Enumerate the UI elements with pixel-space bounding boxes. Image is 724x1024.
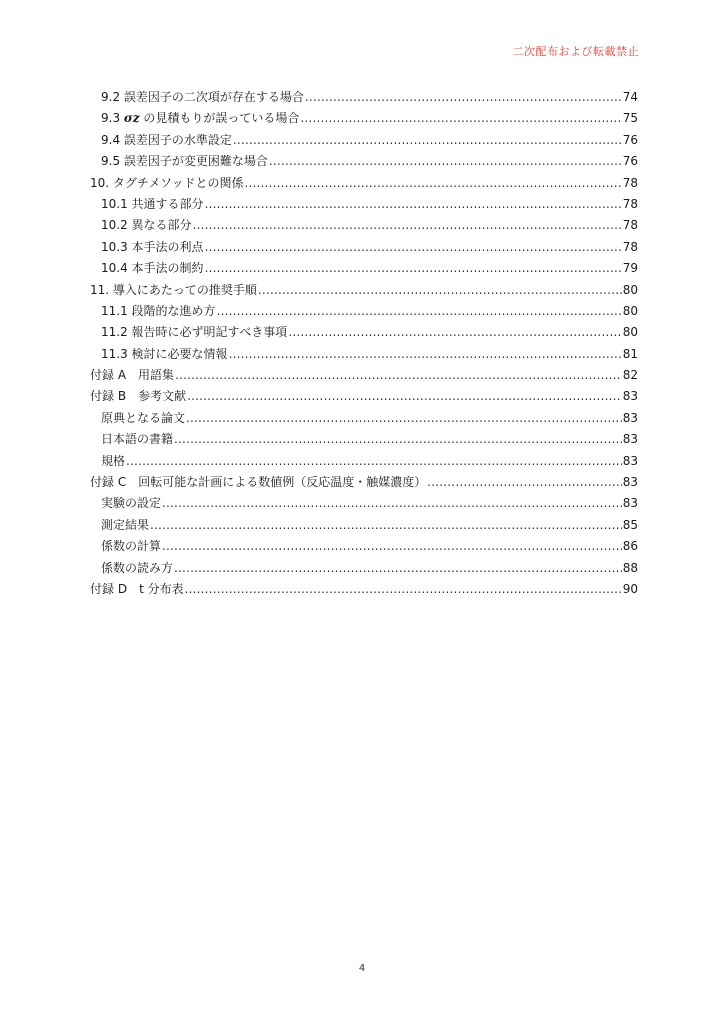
toc-dot-leader — [300, 108, 621, 129]
toc-dot-leader — [162, 493, 622, 514]
toc-entry-page: 83 — [622, 389, 638, 404]
toc-entry-text: 係数の計算 — [101, 539, 162, 554]
toc-entry[interactable] — [90, 536, 638, 557]
toc-entry-title — [101, 515, 149, 536]
toc-entry[interactable] — [90, 322, 638, 343]
toc-entry-text: 本手法の制約 — [131, 261, 204, 276]
toc-entry-number: 10.3 — [101, 239, 132, 254]
toc-entry[interactable] — [90, 408, 638, 429]
toc-entry-page: 75 — [622, 111, 638, 126]
toc-dot-leader — [150, 515, 622, 536]
toc-entry-title — [90, 173, 243, 194]
toc-entry-page: 80 — [622, 325, 638, 340]
toc-entry-number: 付録 A — [90, 368, 139, 383]
toc-dot-leader — [269, 151, 622, 172]
toc-entry-page: 78 — [622, 175, 638, 190]
toc-entry-text: 実験の設定 — [101, 496, 162, 511]
toc-dot-leader — [233, 130, 622, 151]
toc-entry-page: 79 — [622, 261, 638, 276]
toc-entry-page: 76 — [622, 132, 638, 147]
toc-entry-text: 報告時に必ず明記すべき事項 — [131, 325, 288, 340]
toc-entry-title — [90, 472, 426, 493]
toc-entry-number: 付録 C — [90, 475, 139, 490]
toc-entry-title — [90, 386, 186, 407]
toc-entry[interactable] — [90, 493, 638, 514]
toc-dot-leader — [229, 344, 622, 365]
toc-entry-text: 測定結果 — [101, 517, 150, 532]
toc-entry-number: 付録 D — [90, 581, 140, 596]
toc-entry-text: タグチメソッドとの関係 — [112, 175, 244, 190]
toc-entry-page: 78 — [622, 196, 638, 211]
toc-entry-page: 90 — [622, 581, 638, 596]
toc-dot-leader — [187, 386, 622, 407]
toc-entry[interactable] — [90, 258, 638, 279]
toc-entry-text: の見積もりが誤っている場合 — [139, 111, 300, 126]
toc-entry[interactable] — [90, 429, 638, 450]
toc-entry[interactable] — [90, 151, 638, 172]
toc-entry-number: 10.4 — [101, 261, 132, 276]
toc-entry[interactable] — [90, 386, 638, 407]
toc-dot-leader — [427, 472, 622, 493]
toc-entry[interactable] — [90, 173, 638, 194]
toc-entry-number: 付録 B — [90, 389, 139, 404]
toc-entry-title — [90, 365, 174, 386]
toc-entry-page: 74 — [622, 90, 638, 104]
toc-entry[interactable] — [90, 237, 638, 258]
toc-entry[interactable] — [90, 108, 638, 129]
toc-entry-page: 81 — [622, 346, 638, 361]
toc-dot-leader — [205, 237, 622, 258]
toc-entry[interactable] — [90, 344, 638, 365]
toc-dot-leader — [205, 258, 622, 279]
toc-entry[interactable] — [90, 451, 638, 472]
toc-entry-title — [101, 151, 268, 172]
toc-dot-leader — [162, 536, 622, 557]
toc-entry-page: 83 — [622, 432, 638, 447]
toc-entry-title — [101, 558, 173, 579]
toc-dot-leader — [205, 194, 622, 215]
toc-entry-text: 異なる部分 — [131, 218, 192, 233]
toc-entry-text: 規格 — [101, 453, 126, 468]
toc-entry-title — [101, 344, 228, 365]
toc-entry-number: 11.2 — [101, 325, 132, 340]
redistribution-notice: 二次配布および転載禁止 — [512, 45, 639, 58]
toc-dot-leader — [174, 558, 622, 579]
toc-entry-title — [101, 301, 216, 322]
toc-entry[interactable] — [90, 130, 638, 151]
toc-entry-page: 78 — [622, 239, 638, 254]
toc-entry-text: t 分布表 — [139, 581, 184, 596]
toc-entry-title — [101, 87, 304, 108]
toc-entry-math-symbol: σz — [123, 111, 140, 126]
toc-entry-number: 9.3 — [101, 111, 124, 126]
toc-entry-title — [90, 280, 257, 301]
toc-entry-title — [90, 579, 184, 600]
toc-entry-text: 誤差因子の水準設定 — [123, 132, 232, 147]
toc-dot-leader — [288, 322, 621, 343]
toc-entry-title — [101, 194, 204, 215]
toc-entry-text: 原典となる論文 — [101, 410, 186, 425]
toc-dot-leader — [258, 280, 622, 301]
toc-entry-number: 10. — [90, 175, 113, 190]
toc-entry-text: 検討に必要な情報 — [131, 346, 228, 361]
toc-entry-page: 83 — [622, 453, 638, 468]
toc-entry-title — [101, 237, 204, 258]
toc-entry-title — [101, 408, 185, 429]
toc-entry-title — [101, 429, 173, 450]
toc-entry[interactable] — [90, 280, 638, 301]
toc-entry-page: 82 — [622, 368, 638, 383]
toc-entry[interactable] — [90, 215, 638, 236]
toc-entry-title — [101, 536, 161, 557]
toc-entry[interactable] — [90, 365, 638, 386]
toc-entry-text: 参考文献 — [138, 389, 187, 404]
toc-entry-text: 導入にあたっての推奨手順 — [112, 282, 257, 297]
toc-entry-number: 11. — [90, 282, 113, 297]
toc-entry-text: 誤差因子の二次項が存在する場合 — [123, 90, 304, 104]
toc-entry-text: 誤差因子が変更困難な場合 — [123, 154, 268, 169]
toc-entry-page: 86 — [622, 539, 638, 554]
table-of-contents — [90, 87, 638, 600]
toc-entry-number: 11.1 — [101, 303, 132, 318]
toc-entry-page: 83 — [622, 410, 638, 425]
toc-dot-leader — [305, 87, 622, 108]
toc-entry[interactable] — [90, 472, 638, 493]
toc-entry-text: 共通する部分 — [131, 196, 204, 211]
toc-entry[interactable] — [90, 515, 638, 536]
toc-dot-leader — [126, 451, 622, 472]
page-number: 4 — [358, 963, 366, 974]
toc-entry-title — [101, 215, 192, 236]
toc-entry-page: 80 — [622, 282, 638, 297]
toc-entry-page: 88 — [622, 560, 638, 575]
toc-entry-page: 83 — [622, 496, 638, 511]
toc-entry-page: 80 — [622, 303, 638, 318]
toc-entry-number: 9.5 — [101, 154, 124, 169]
toc-dot-leader — [186, 408, 622, 429]
toc-entry-text: 段階的な進め方 — [131, 303, 216, 318]
toc-entry-page: 85 — [622, 517, 638, 532]
toc-entry-title — [101, 108, 299, 129]
toc-entry-number: 10.1 — [101, 196, 132, 211]
toc-entry-text: 本手法の利点 — [131, 239, 204, 254]
toc-entry-title — [101, 493, 161, 514]
toc-entry-title — [101, 322, 287, 343]
toc-dot-leader — [185, 579, 622, 600]
toc-entry[interactable] — [90, 87, 638, 108]
toc-entry[interactable] — [90, 301, 638, 322]
toc-entry-number: 9.2 — [101, 90, 124, 104]
toc-dot-leader — [175, 365, 622, 386]
toc-entry[interactable] — [90, 194, 638, 215]
toc-entry-page: 83 — [622, 475, 638, 490]
toc-dot-leader — [174, 429, 622, 450]
toc-entry-number: 11.3 — [101, 346, 132, 361]
toc-entry-text: 日本語の書籍 — [101, 432, 174, 447]
toc-entry-page: 76 — [622, 154, 638, 169]
toc-entry-number: 9.4 — [101, 132, 124, 147]
toc-dot-leader — [244, 173, 621, 194]
toc-dot-leader — [217, 301, 622, 322]
toc-entry-text: 回転可能な計画による数値例（反応温度・触媒濃度） — [138, 475, 427, 490]
toc-dot-leader — [193, 215, 622, 236]
toc-entry-title — [101, 258, 204, 279]
toc-entry-title — [101, 451, 125, 472]
toc-entry-title — [101, 130, 232, 151]
toc-entry[interactable] — [90, 579, 638, 600]
toc-entry-page: 78 — [622, 218, 638, 233]
toc-entry-text: 係数の読み方 — [101, 560, 174, 575]
toc-entry[interactable] — [90, 558, 638, 579]
toc-entry-number: 10.2 — [101, 218, 132, 233]
toc-entry-text: 用語集 — [138, 368, 175, 383]
